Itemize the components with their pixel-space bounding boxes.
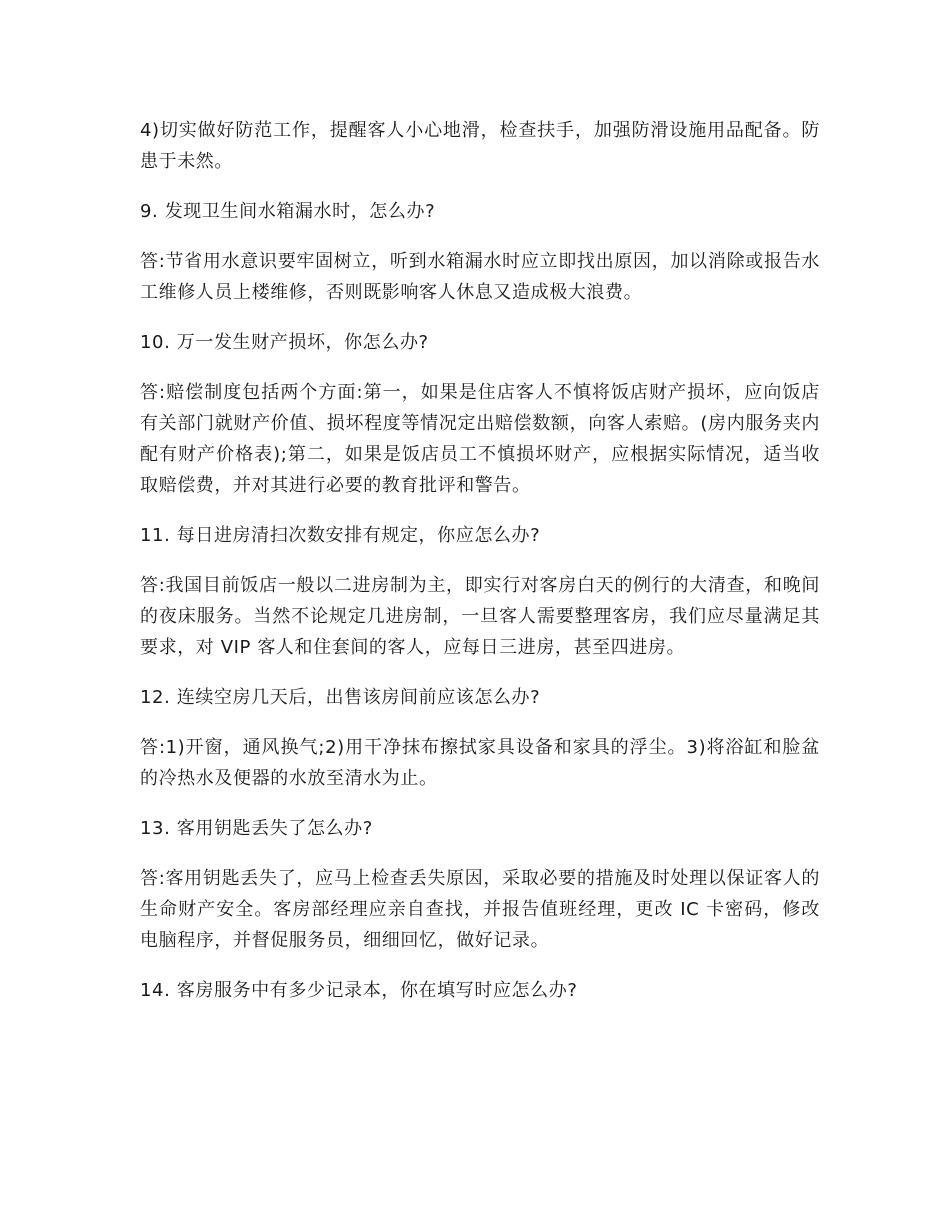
question-12: 12. 连续空房几天后，出售该房间前应该怎么办?	[140, 687, 541, 708]
answer-9: 答:节省用水意识要牢固树立，听到水箱漏水时应立即找出原因，加以消除或报告水工维修人员上楼维修，否则既影响客人休息又造成极大浪费。	[140, 251, 820, 303]
answer-12: 答:1)开窗，通风换气;2)用干净抹布擦拭家具设备和家具的浮尘。3)将浴缸和脸盆的冷热水及便器的水放至清水为止。	[140, 737, 820, 789]
answer-13: 答:客用钥匙丢失了，应马上检查丢失原因，采取必要的措施及时处理以保证客人的生命财产安全。客房部经理应亲自查找，并报告值班经理，更改 IC 卡密码，修改电脑程序，并督促服务员，细细回忆，做好记录。	[140, 868, 820, 951]
answer-10: 答:赔偿制度包括两个方面:第一，如果是住店客人不慎将饭店财产损坏，应向饭店有关部门就财产价值、损坏程度等情况定出赔偿数额，向客人索赔。(房内服务夹内配有财产价格表);第二，如果是饭店员工不慎损坏财产，应根据实际情况，适当收取赔偿费，并对其进行必要的教育批评和警告。	[140, 382, 820, 496]
question-11: 11. 每日进房清扫次数安排有规定，你应怎么办?	[140, 525, 541, 546]
question-14: 14. 客房服务中有多少记录本，你在填写时应怎么办?	[140, 980, 578, 1001]
question-10: 10. 万一发生财产损坏，你怎么办?	[140, 332, 429, 353]
answer-11: 答:我国目前饭店一般以二进房制为主，即实行对客房白天的例行的大清查，和晚间的夜床服务。当然不论规定几进房制，一旦客人需要整理客房，我们应尽量满足其要求，对 VIP 客人和住套间的客人，应每日三进房，甚至四进房。	[140, 575, 820, 658]
paragraph-prevention-tip: 4)切实做好防范工作，提醒客人小心地滑，检查扶手，加强防滑设施用品配备。防患于未然。	[140, 120, 820, 172]
question-13: 13. 客用钥匙丢失了怎么办?	[140, 818, 373, 839]
document-body	[140, 115, 820, 1025]
question-9: 9. 发现卫生间水箱漏水时，怎么办?	[140, 201, 436, 222]
